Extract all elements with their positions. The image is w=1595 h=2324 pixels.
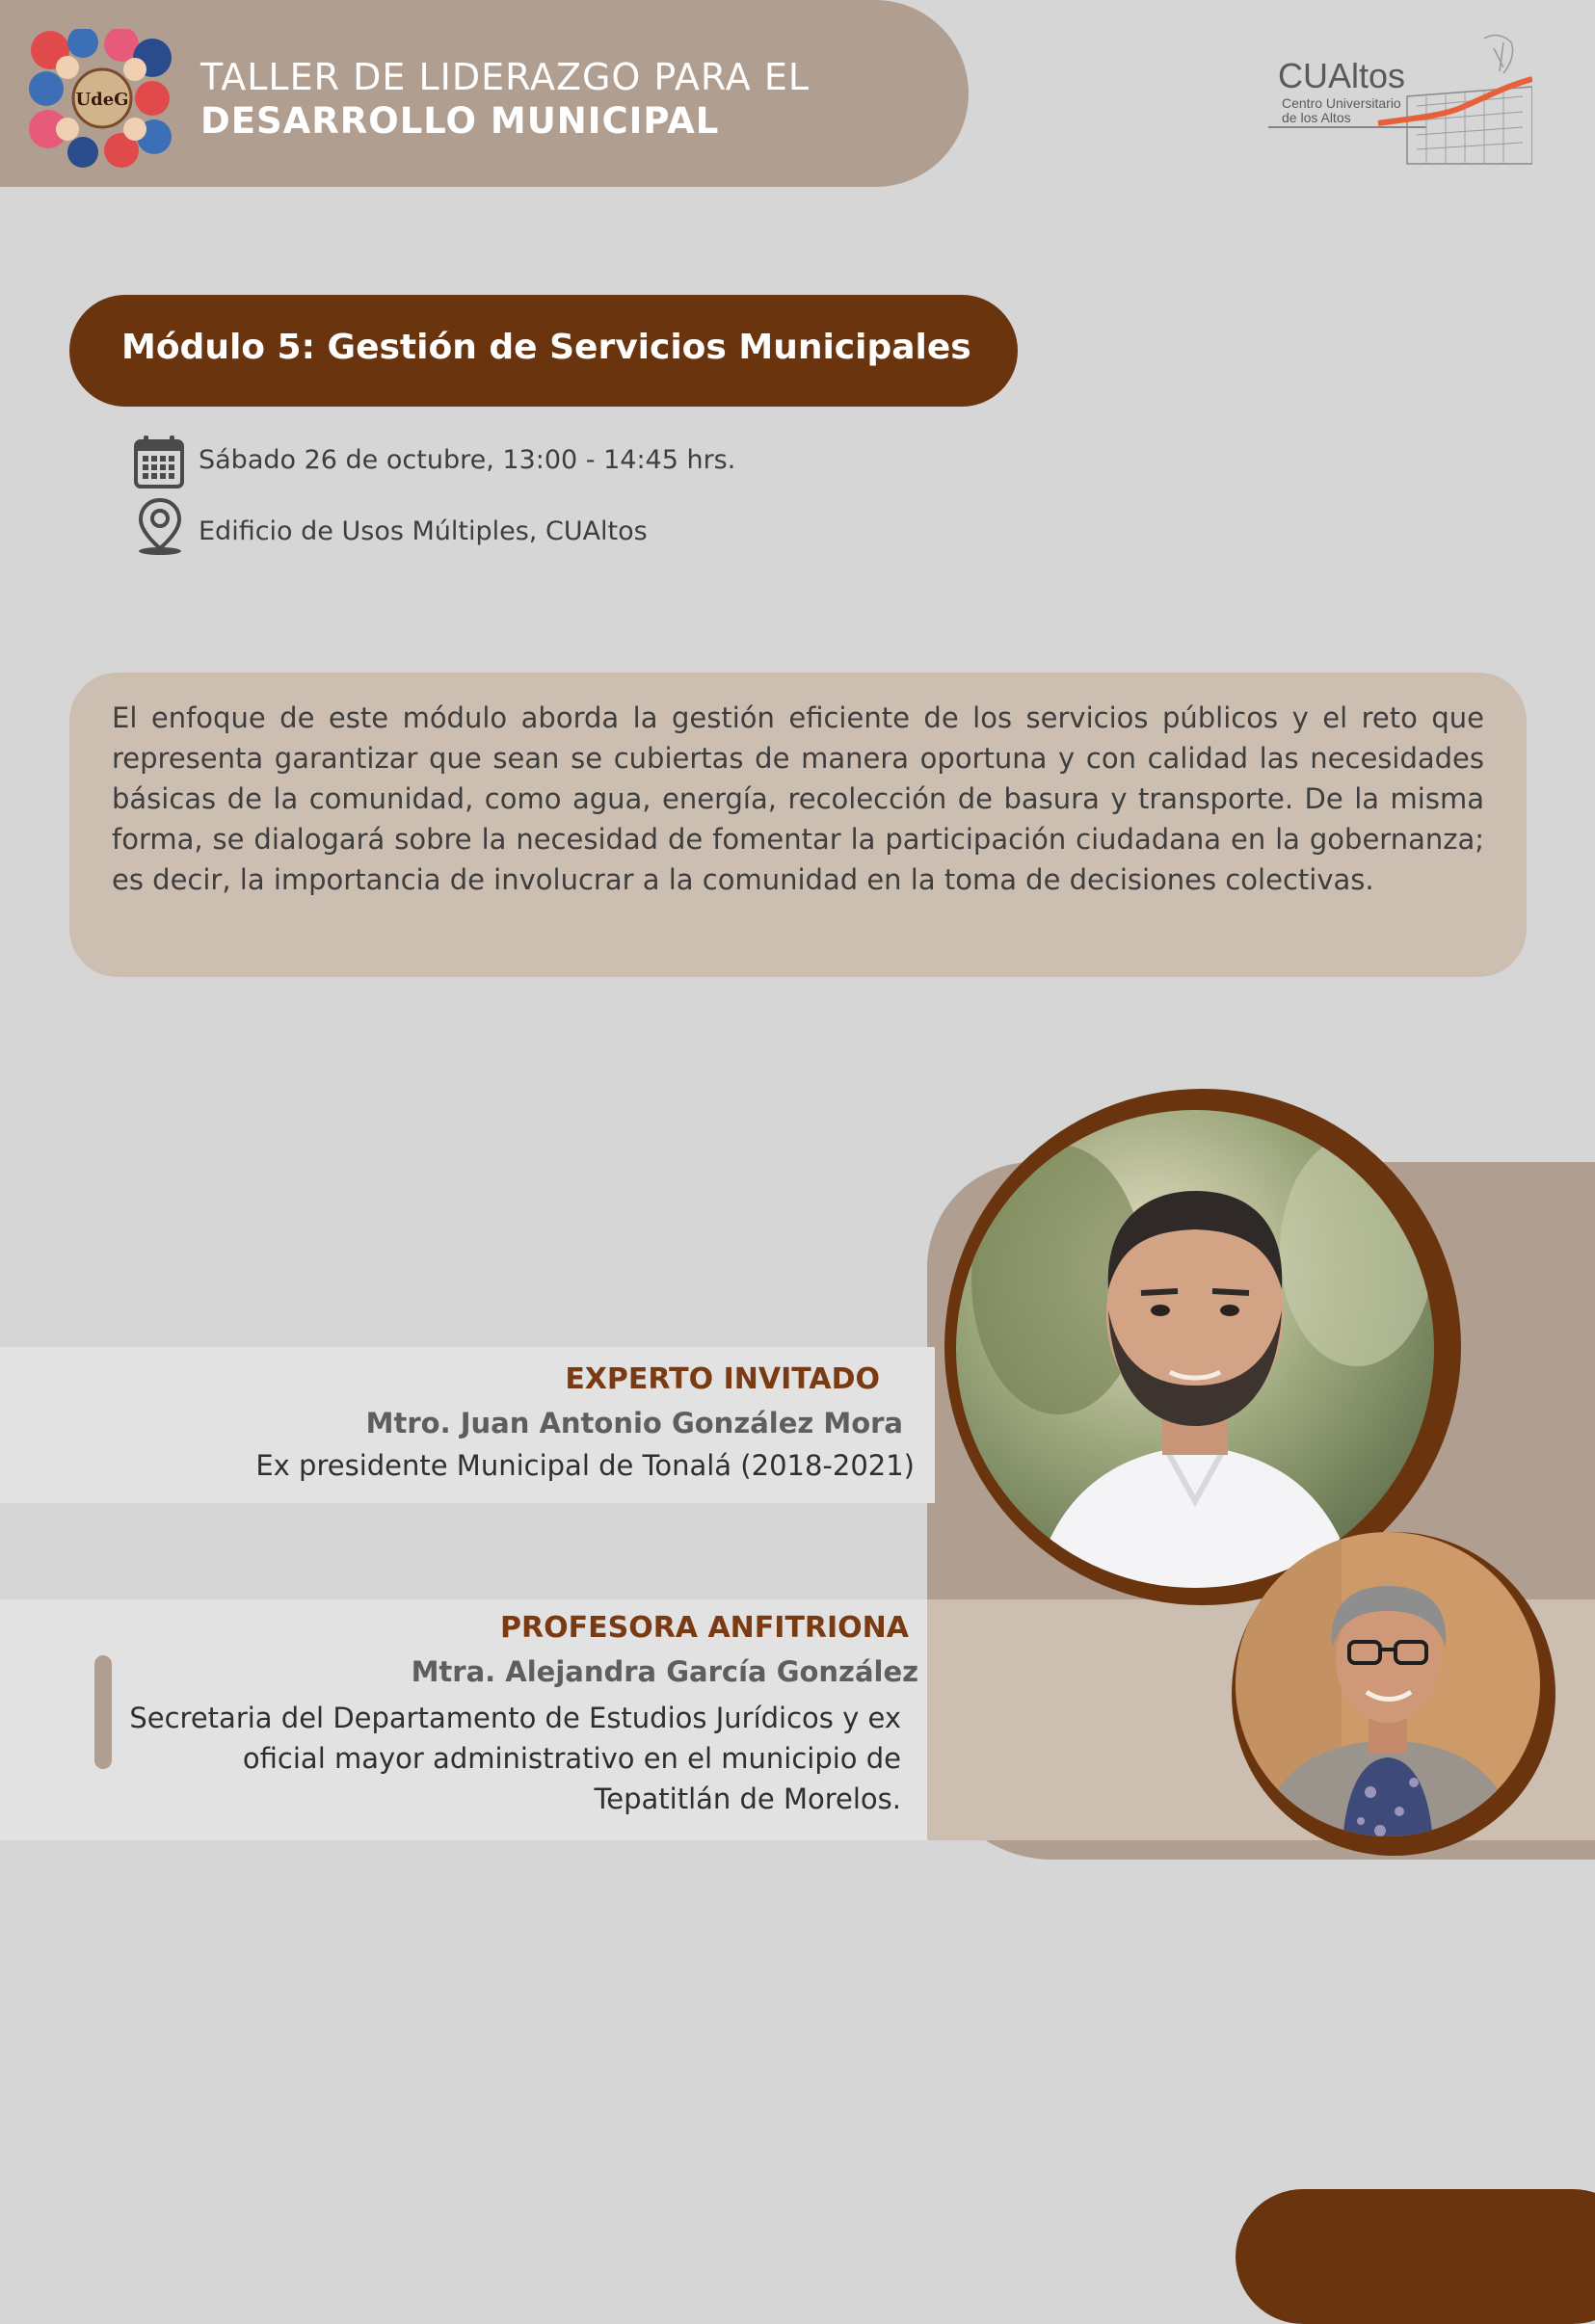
cualtos-logo-subtitle-1: Centro Universitario — [1282, 95, 1401, 111]
calendar-icon — [133, 434, 185, 489]
expert-name: Mtro. Juan Antonio González Mora — [365, 1407, 903, 1439]
module-place: Edificio de Usos Múltiples, CUAltos — [199, 516, 648, 546]
host-description: Secretaria del Departamento de Estudios Jurídicos y ex oficial mayor administrativo en el municipio de Tepatitlán de Morelos. — [129, 1702, 901, 1815]
expert-role: EXPERTO INVITADO — [565, 1362, 880, 1396]
host-accent-bar — [94, 1655, 112, 1769]
module-description: El enfoque de este módulo aborda la gestión eficiente de los servicios públicos y el reto que representa garantizar que sean se cubiertas de manera oportuna y con calidad las necesidades básicas de la comunidad, como agua, energía, recolección de basura y transporte. De la misma forma, se dialogará sobre la necesidad de fomentar la participación ciudadana en la gobernanza; es decir, la importancia de involucrar a la comunidad en la toma de decisiones colectivas. — [112, 701, 1484, 896]
workshop-title-line2: DESARROLLO MUNICIPAL — [200, 100, 720, 142]
workshop-title-line1: TALLER DE LIDERAZGO PARA EL — [200, 56, 811, 98]
bottom-corner-decoration — [1236, 2189, 1595, 2324]
location-pin-icon — [135, 496, 185, 556]
udg-logo — [29, 29, 175, 168]
module-date: Sábado 26 de octubre, 13:00 - 14:45 hrs. — [199, 445, 736, 475]
expert-description: Ex presidente Municipal de Tonalá (2018-2021) — [255, 1449, 915, 1482]
udg-logo-text: UdeG — [75, 90, 129, 110]
module-title: Módulo 5: Gestión de Servicios Municipales — [121, 328, 971, 367]
host-role: PROFESORA ANFITRIONA — [500, 1611, 909, 1645]
host-name: Mtra. Alejandra García González — [411, 1655, 918, 1688]
cualtos-logo-subtitle-2: de los Altos — [1282, 110, 1351, 125]
cualtos-logo-name: CUAltos — [1278, 56, 1406, 95]
host-photo — [1226, 1522, 1555, 1860]
